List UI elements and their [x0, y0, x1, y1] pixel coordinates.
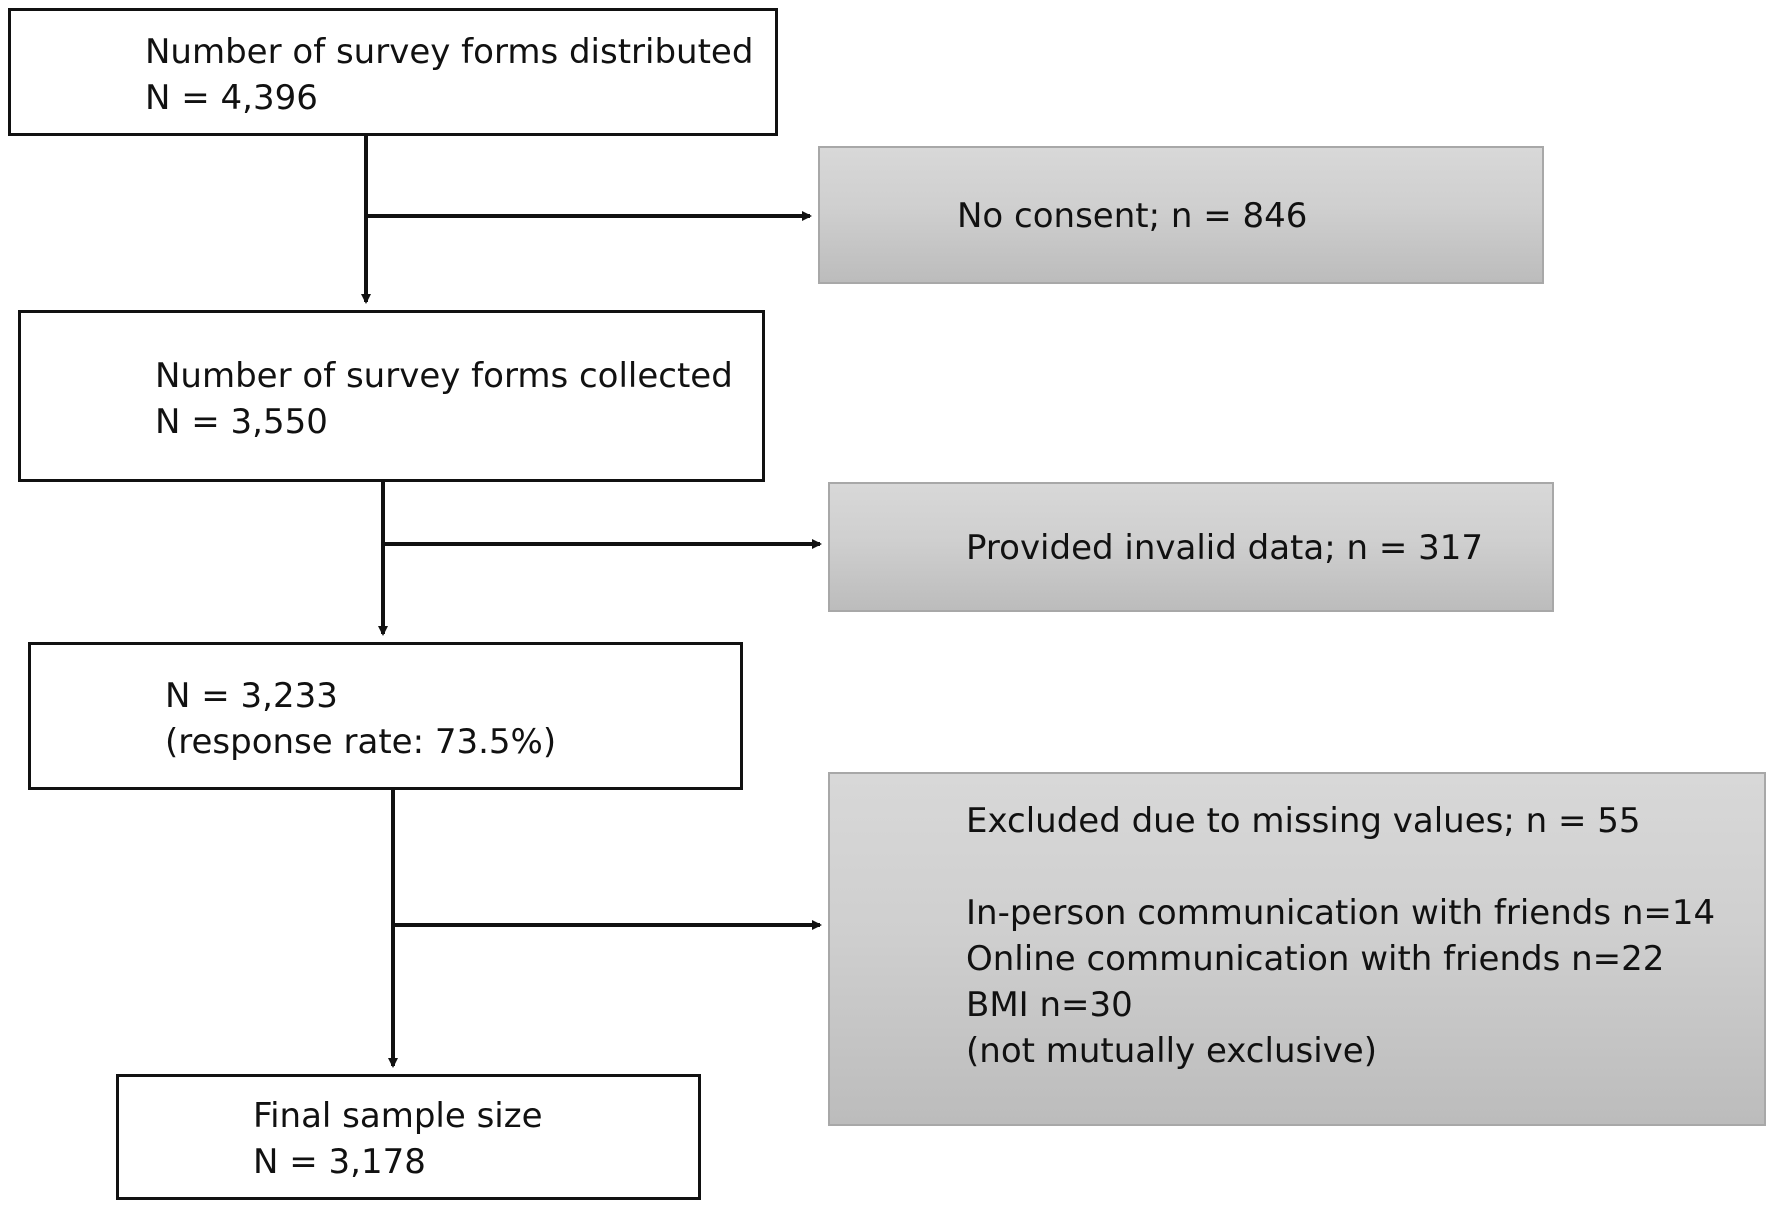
final-sample-text	[253, 1093, 543, 1185]
final-sample-box	[116, 1074, 701, 1200]
missing-note: (not mutually exclusive)	[966, 1031, 1377, 1071]
distributed-count: N = 4,396	[145, 78, 318, 118]
valid-sample-box	[28, 642, 743, 790]
distributed-text	[145, 29, 753, 121]
distributed-label: Number of survey forms distributed	[145, 32, 754, 72]
missing-values-text	[966, 798, 1715, 1074]
final-sample-count: N = 3,178	[253, 1142, 426, 1182]
collected-count: N = 3,550	[155, 402, 328, 442]
response-rate: (response rate: 73.5%)	[165, 722, 557, 762]
missing-item: BMI n=30	[966, 985, 1133, 1025]
collected-label: Number of survey forms collected	[155, 356, 733, 396]
collected-text	[155, 353, 733, 445]
valid-sample-text	[165, 673, 556, 765]
collected-box	[18, 310, 765, 482]
no-consent-box	[818, 146, 1544, 284]
no-consent-text: No consent; n = 846	[957, 196, 1308, 236]
missing-values-headline: Excluded due to missing values; n = 55	[966, 801, 1641, 841]
invalid-data-box	[828, 482, 1554, 612]
valid-sample-count: N = 3,233	[165, 676, 338, 716]
final-sample-label: Final sample size	[253, 1096, 543, 1136]
distributed-box	[8, 8, 778, 136]
missing-values-box	[828, 772, 1766, 1126]
spacer	[966, 844, 1715, 890]
missing-item: Online communication with friends n=22	[966, 939, 1665, 979]
invalid-data-text: Provided invalid data; n = 317	[966, 528, 1484, 568]
missing-item: In-person communication with friends n=14	[966, 893, 1716, 933]
